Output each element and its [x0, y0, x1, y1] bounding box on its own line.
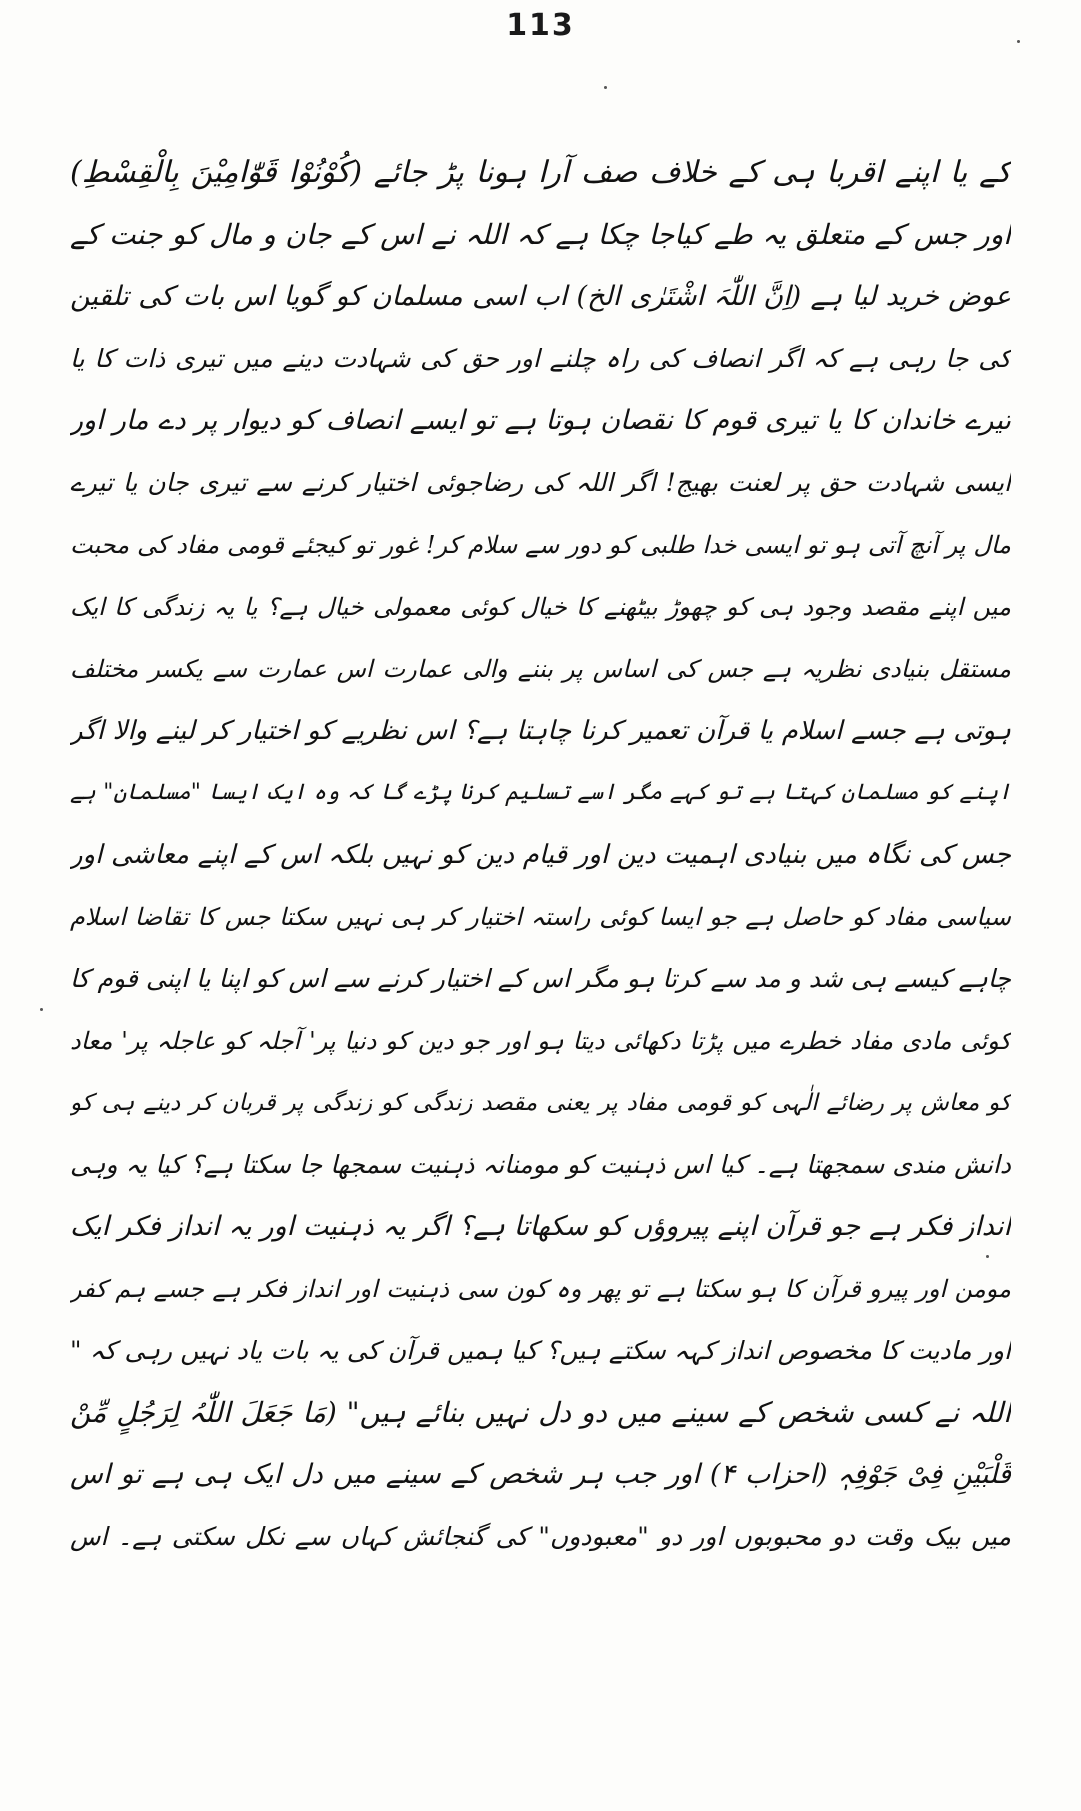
text-line: کی جا رہی ہے کہ اگر انصاف کی راہ چلنے اور حق کی شہادت دینے میں تیری ذات کا یا	[70, 344, 1011, 373]
text-line: قَلْبَیْنِ فِیْ جَوْفِہٖ (احزاب ۴) اور جب ہر شخص کے سینے میں دل ایک ہی ہے تو اس	[70, 1459, 1011, 1490]
text-line: ہوتی ہے جسے اسلام یا قرآن تعمیر کرنا چاہتا ہے؟ اس نظریے کو اختیار کر لینے والا اگر	[70, 716, 1011, 746]
text-line: مومن اور پیرو قرآن کا ہو سکتا ہے تو پھر وہ کون سی ذہنیت اور انداز فکر ہے جسے ہم کفر	[70, 1275, 1011, 1303]
text-line: انداز فکر ہے جو قرآن اپنے پیروؤں کو سکھاتا ہے؟ اگر یہ ذہنیت اور یہ انداز فکر ایک	[70, 1211, 1011, 1242]
text-line: مستقل بنیادی نظریہ ہے جس کی اساس پر بننے والی عمارت اس عمارت سے یکسر مختلف	[70, 655, 1011, 683]
text-line: کو معاش پر رضائے الٰہی کو قومی مفاد پر یعنی مقصد زندگی کو زندگی پر قربان کر دینے ہی کو	[70, 1090, 1011, 1116]
text-line: اپنے کو مسلمان کہتا ہے تو کہے مگر اسے تسلیم کرنا پڑے گا کہ وہ ایک ایسا "مسلمان" ہے	[70, 780, 1011, 805]
text-line: اور جس کے متعلق یہ طے کیاجا چکا ہے کہ اللہ نے اس کے جان و مال کو جنت کے	[70, 218, 1011, 251]
text-line: جس کی نگاہ میں بنیادی اہمیت دین اور قیام دین کو نہیں بلکہ اس کے اپنے معاشی اور	[70, 840, 1011, 870]
text-line: چاہے کیسے ہی شد و مد سے کرتا ہو مگر اس کے اختیار کرنے سے اس کو اپنا یا اپنی قوم کا	[70, 964, 1011, 993]
text-line: میں بیک وقت دو محبوبوں اور دو "معبودوں" کی گنجائش کہاں سے نکل سکتی ہے۔ اس	[70, 1522, 1011, 1551]
page-number: 113	[506, 8, 575, 43]
text-line: دانش مندی سمجھتا ہے۔ کیا اس ذہنیت کو مومنانہ ذہنیت سمجھا جا سکتا ہے؟ کیا یہ وہی	[70, 1150, 1011, 1179]
text-line: تیرے خاندان کا یا تیری قوم کا نقصان ہوتا ہے تو ایسے انصاف کو دیوار پر دے مار اور	[70, 405, 1011, 436]
text-line: میں اپنے مقصد وجود ہی کو چھوڑ بیٹھنے کا خیال کوئی معمولی خیال ہے؟ یا یہ زندگی کا ایک	[70, 593, 1011, 621]
scan-speck	[1017, 40, 1020, 43]
text-line: عوض خرید لیا ہے (اِنَّ اللّٰہَ اشْتَرٰی الخ) اب اسی مسلمان کو گویا اس بات کی تلقین	[70, 281, 1011, 312]
text-line: اللہ نے کسی شخص کے سینے میں دو دل نہیں بنائے ہیں" (مَا جَعَلَ اللّٰہُ لِرَجُلٍ مِّنْ	[70, 1396, 1011, 1429]
text-line: سیاسی مفاد کو حاصل ہے جو ایسا کوئی راستہ اختیار کر ہی نہیں سکتا جس کا تقاضا اسلام	[70, 903, 1011, 931]
text-line: کوئی مادی مفاد خطرے میں پڑتا دکھائی دیتا ہو اور جو دین کو دنیا پر' آجلہ کو عاجلہ پر' معاد	[70, 1027, 1011, 1055]
scan-speck	[604, 86, 607, 89]
scan-speck	[986, 1255, 989, 1258]
text-line: ایسی شہادت حق پر لعنت بھیج! اگر اللہ کی رضاجوئی اختیار کرنے سے تیری جان یا تیرے	[70, 468, 1011, 497]
text-line: کے یا اپنے اقربا ہی کے خلاف صف آرا ہونا پڑ جائے (کُوْنُوْا قَوّٰامِیْنَ بِالْقِسْطِ)	[70, 155, 1011, 190]
urdu-text-body	[70, 142, 1011, 1568]
text-line: اور مادیت کا مخصوص انداز کہہ سکتے ہیں؟ کیا ہمیں قرآن کی یہ بات یاد نہیں رہی کہ "	[70, 1336, 1011, 1365]
text-line: مال پر آنچ آتی ہو تو ایسی خدا طلبی کو دور سے سلام کر! غور تو کیجئے قومی مفاد کی محبت	[70, 531, 1011, 559]
scan-speck	[40, 1008, 43, 1011]
